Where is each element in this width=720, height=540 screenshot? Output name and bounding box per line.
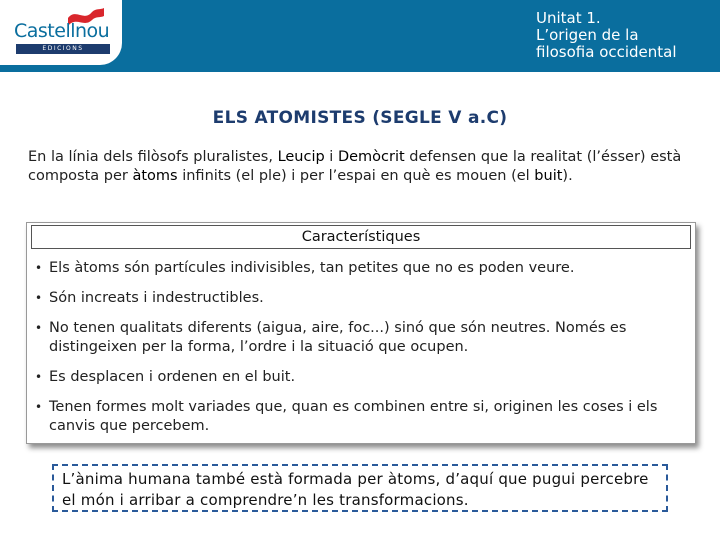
unit-title-line1: L’origen de la <box>536 26 639 44</box>
intro-text: En la línia dels filòsofs pluralistes, <box>28 149 278 165</box>
term-atoms: àtoms <box>132 168 178 184</box>
intro-text: ). <box>562 168 573 184</box>
characteristics-list <box>35 259 691 447</box>
list-item-text: Són increats i indestructibles. <box>49 290 264 306</box>
list-item-text: Els àtoms són partícules indivisibles, tan petites que no es poden veure. <box>49 260 575 276</box>
characteristics-header: Característiques <box>31 225 691 249</box>
list-item-text: Tenen formes molt variades que, quan es combinen entre si, originen les coses i els canvis que percebem. <box>49 399 658 434</box>
logo-name: Castellnou <box>14 20 110 42</box>
bullet-icon: • <box>35 370 43 384</box>
term-leucip: Leucip <box>277 149 325 165</box>
list-item-text: No tenen qualitats diferents (aigua, aire, foc...) sinó que són neutres. Només es distingeixen per la forma, l’ordre i la situació que ocupen. <box>49 320 627 355</box>
list-item <box>35 398 691 436</box>
intro-text: defensen que la realitat (l’ésser) està composta per <box>28 149 682 184</box>
unit-heading <box>536 10 677 61</box>
list-item <box>35 259 691 278</box>
publisher-logo <box>0 0 122 65</box>
bullet-icon: • <box>35 321 43 335</box>
soul-note: L’ànima humana també està formada per àtoms, d’aquí que pugui percebre el món i arribar a comprendre’n les transformacions. <box>52 464 668 512</box>
list-item <box>35 368 691 387</box>
unit-label: Unitat 1. <box>536 9 601 27</box>
page-title: ELS ATOMISTES (SEGLE V a.C) <box>212 108 508 128</box>
characteristics-panel <box>26 222 696 444</box>
list-item <box>35 319 691 357</box>
unit-title-line2: filosofia occidental <box>536 43 677 61</box>
term-buit: buit <box>534 168 563 184</box>
intro-text: i <box>324 149 338 165</box>
intro-paragraph <box>28 148 693 186</box>
term-democrit: Demòcrit <box>337 149 405 165</box>
logo-subtitle: EDICIONS <box>16 44 110 54</box>
list-item <box>35 289 691 308</box>
bullet-icon: • <box>35 291 43 305</box>
bullet-icon: • <box>35 400 43 414</box>
list-item-text: Es desplacen i ordenen en el buit. <box>49 369 296 385</box>
intro-text: infinits (el ple) i per l’espai en què es mouen (el <box>177 168 535 184</box>
bullet-icon: • <box>35 261 43 275</box>
